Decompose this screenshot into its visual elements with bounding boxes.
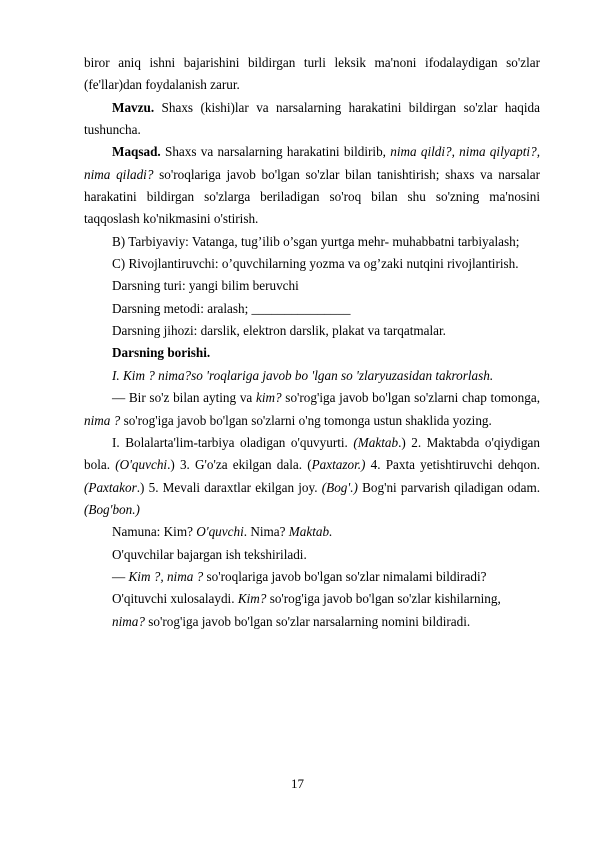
mavzu-text: Shaxs (kishi)lar va narsalarning harakatini bildirgan so'zlar haqida tushuncha. — [84, 99, 540, 138]
namuna-nima-answer: Maktab. — [288, 524, 333, 540]
page-number: 17 — [291, 776, 304, 791]
mavzu-label: Mavzu. — [112, 99, 155, 115]
darsning-metodi: Darsning metodi: aralash; _______________ — [112, 300, 351, 316]
task-paragraph — [84, 387, 540, 432]
list-text-3: .) 3. G'o'za ekilgan dala. ( — [167, 457, 312, 473]
question-text: so'roqlariga javob bo'lgan so'zlar nimalami bildiradi? — [203, 568, 487, 584]
darsning-turi: Darsning turi: yangi bilim beruvchi — [112, 278, 299, 294]
list-text-1: I. Bolalarta'lim-tarbiya oladigan o'quvyurti. — [112, 434, 354, 450]
maqsad-paragraph — [84, 141, 540, 230]
list-text-5: .) 5. Mevali daraxtlar ekilgan joy. — [136, 479, 322, 495]
namuna-text-a: Namuna: Kim? — [112, 524, 197, 540]
xulosa-line — [84, 588, 540, 610]
xulosa-text-c: so'rog'iga javob bo'lgan so'zlar kishilarning, — [266, 591, 501, 607]
darsning-borishi-label: Darsning borishi. — [112, 345, 211, 361]
namuna-line — [84, 521, 540, 543]
task-nima: nima ? — [84, 412, 121, 428]
darsning-borishi-heading — [84, 342, 540, 364]
mavzu-paragraph — [84, 97, 540, 142]
section-i-text: I. Kim ? nima?so 'roqlariga javob bo 'lgan so 'zlaryuzasidan takrorlash. — [112, 367, 494, 383]
document-page — [84, 52, 540, 633]
maqsad-text-a: Shaxs va narsalarning harakatini bildirib, — [160, 144, 391, 160]
list-answer-3: Paxtazor.) — [311, 457, 366, 473]
list-text-6: Bog'ni parvarish qiladigan odam. — [357, 479, 540, 495]
list-answer-6: (Bog'bon.) — [84, 501, 140, 517]
list-text-2: .) 2. Maktabda o'qiydigan bola. — [84, 434, 540, 473]
last-line — [84, 611, 540, 633]
task-text-a: — Bir so'z bilan ayting va — [112, 390, 256, 406]
tekshiriladi-line: O'quvchilar bajargan ish tekshiriladi. — [112, 546, 307, 562]
xulosa-kim: Kim? — [237, 591, 267, 607]
list-answer-5: (Bog'.) — [321, 479, 358, 495]
intro-paragraph: biror aniq ishni bajarishini bildirgan turli leksik ma'noni ifodalaydigan so'zlar (fe'llar)dan foydalanish zarur. — [84, 55, 540, 93]
rivojlantiruvchi-paragraph: C) Rivojlantiruvchi: o’quvchilarning yozma va og’zaki nutqini rivojlantirish. — [112, 256, 519, 272]
last-nima: nima? — [112, 613, 145, 629]
maqsad-questions: nima qildi?, nima qilyapti?, nima qiladi? — [84, 144, 540, 182]
task-text-b: so'rog'iga javob bo'lgan so'zlarni chap tomonga, — [281, 390, 540, 406]
task-kim: kim? — [255, 390, 282, 406]
maqsad-text-b: so'roqlariga javob bo'lgan so'zlar bilan tanishtirish; shaxs va narsalar harakatini bildirgan so'zlarga beriladigan so'roq bilan shu so'zning ma'nosini taqqoslash ko'nikmasini o'stirish. — [84, 166, 540, 227]
last-text: so'rog'iga javob bo'lgan so'zlar narsalarning nomini bildiradi. — [144, 613, 471, 629]
list-answer-2: (O'quvchi — [115, 457, 168, 473]
namuna-text-c: . Nima? — [243, 524, 289, 540]
question-dash: — — [112, 568, 129, 584]
darsning-jihozi: Darsning jihozi: darslik, elektron darslik, plakat va tarqatmalar. — [112, 323, 446, 339]
list-answer-1: (Maktab — [353, 434, 399, 450]
question-line — [84, 566, 540, 588]
list-answer-4: (Paxtakor — [84, 479, 137, 495]
tarbiyaviy-paragraph: B) Tarbiyaviy: Vatanga, tug’ilib o’sgan yurtga mehr- muhabbatni tarbiyalash; — [112, 233, 520, 249]
list-text-4: 4. Paxta yetishtiruvchi dehqon. — [365, 457, 540, 473]
exercise-list-paragraph — [84, 432, 540, 521]
xulosa-text-a: O'qituvchi xulosalaydi. — [112, 591, 238, 607]
section-i-heading — [84, 365, 540, 387]
namuna-kim-answer: O'quvchi — [196, 524, 244, 540]
task-text-c: so'rog'iga javob bo'lgan so'zlarni o'ng tomonga ustun shaklida yozing. — [120, 412, 492, 428]
maqsad-label: Maqsad. — [112, 144, 161, 160]
question-italic: Kim ?, nima ? — [128, 568, 204, 584]
